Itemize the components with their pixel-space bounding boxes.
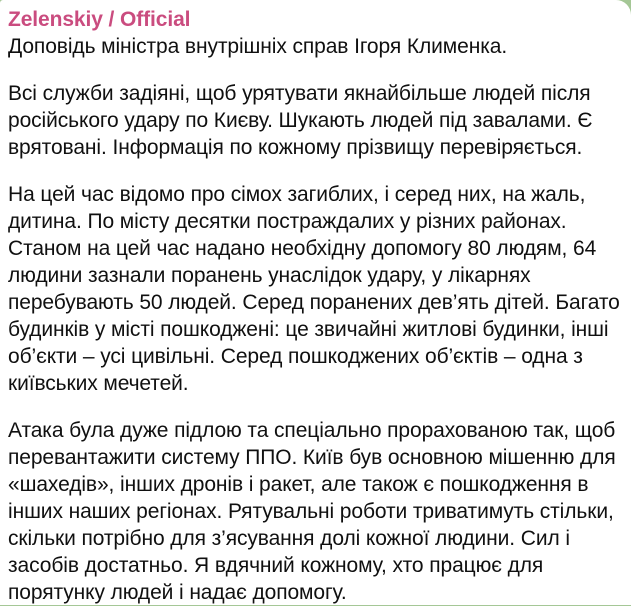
message-paragraph: Атака була дуже підлою та спеціально прорахованою так, щоб перевантажити систему ППО. Київ був основною мішенню для «шахедів», інших дронів і ракет, але також є пошкодження в інших наших регіонах. Рятувальні роботи триватимуть стільки, скільки потрібно для з’ясування долі кожної людини. Сил і засобів достатньо. Я вдячний кожному, хто працює для порятунку людей і надає допомогу. bbox=[8, 419, 616, 604]
message-paragraph: На цей час відомо про сімох загиблих, і серед них, на жаль, дитина. По місту десятки постраждалих у різних районах. Станом на цей час надано необхідну допомогу 80 людям, 64 людини зазнали поранень унаслідок удару, у лікарнях перебувають 50 людей. Серед поранених дев’ять дітей. Багато будинків у місті пошкоджені: це звичайні житлові будинки, інші об’єкти – усі цивільні. Серед пошкоджених об’єктів – одна з київських мечетей. bbox=[8, 183, 620, 395]
message-paragraph: Доповідь міністра внутрішніх справ Ігоря Клименка. bbox=[8, 35, 508, 58]
message-paragraph: Всі служби задіяні, щоб урятувати якнайбільше людей після російського удару по Києву. Шукають людей під завалами. Є врятовані. Інформація по кожному прізвищу перевіряється. bbox=[8, 82, 593, 159]
channel-name[interactable]: Zelenskiy / Official bbox=[8, 8, 191, 31]
